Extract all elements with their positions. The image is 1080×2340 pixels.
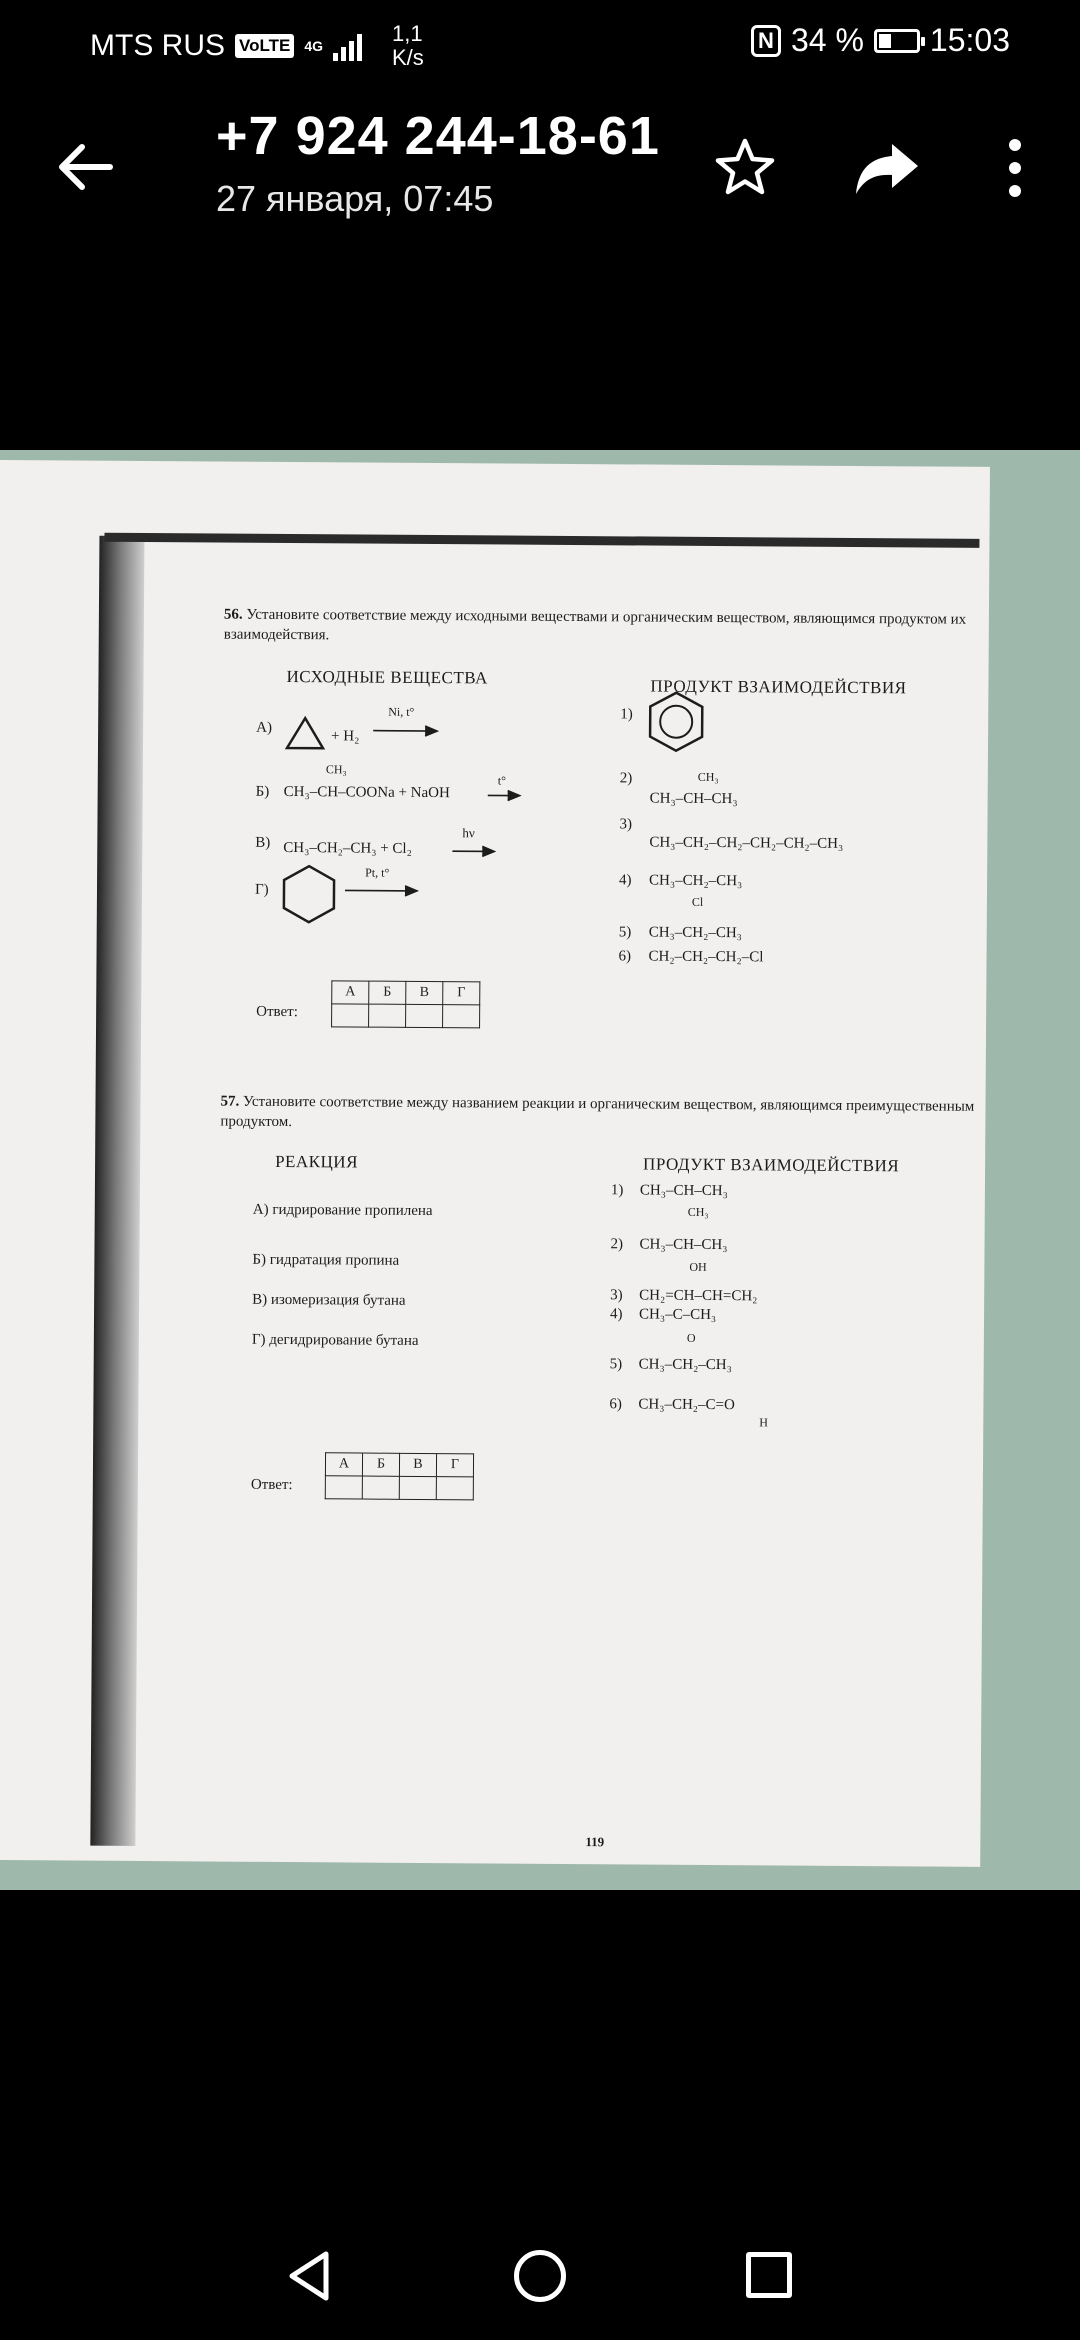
q57-item-d-text: дегидрирование бутана — [269, 1331, 419, 1349]
q57-product-6-label: 6) — [609, 1396, 622, 1413]
q57-product-4-bottom: O — [686, 1330, 696, 1345]
carrier-name: MTS RUS — [90, 29, 225, 62]
answer-cell — [443, 1005, 480, 1028]
paper-sheet — [0, 460, 990, 1867]
q56-item-a-cond: Ni, t° — [388, 704, 415, 719]
more-options-icon[interactable] — [1000, 135, 1030, 201]
navigation-bar — [0, 2220, 1080, 2340]
q56-product-5-label: 5) — [618, 924, 632, 941]
q57-text — [220, 1092, 980, 1137]
answer-col-a: А — [325, 1453, 362, 1476]
q56-item-c-cond: hν — [462, 825, 475, 841]
q56-item-c-label: В) — [255, 834, 271, 851]
answer-cell — [369, 1004, 406, 1027]
q56-product-6-label: 6) — [618, 948, 632, 965]
q57-answer-label: Ответ: — [250, 1476, 293, 1494]
q57-product-6-text: CH₃–CH₂–C=O — [638, 1396, 735, 1414]
q56-item-a-text: + H₂ — [331, 728, 360, 745]
q57-product-3-label: 3) — [610, 1287, 623, 1304]
photo-image[interactable] — [0, 450, 1080, 1890]
q57-product-5-label: 5) — [609, 1356, 623, 1373]
q57-product-1-bottom: CH₃ — [687, 1204, 709, 1219]
status-right — [751, 22, 1010, 59]
q56-right-header: ПРОДУКТ ВЗАИМОДЕЙСТВИЯ — [650, 676, 907, 698]
q56-product-6-text: CH₂–CH₂–CH₂–Cl — [648, 948, 764, 966]
battery-icon — [874, 29, 920, 53]
message-date: 27 января, 07:45 — [216, 178, 494, 219]
q57-item-d-label: Г) — [251, 1331, 266, 1348]
network-type: 4G — [304, 38, 323, 54]
clock: 15:03 — [929, 22, 1010, 58]
network-speed — [392, 22, 424, 70]
q56-answer-label: Ответ: — [256, 1003, 298, 1021]
answer-cell — [399, 1476, 436, 1499]
cyclopropane-icon — [283, 712, 328, 752]
benzene-icon — [646, 690, 706, 754]
answer-col-b: Б — [362, 1453, 399, 1476]
nav-recent-apps-icon[interactable] — [746, 2252, 792, 2298]
answer-cell — [332, 1004, 369, 1027]
nfc-icon: N — [751, 25, 781, 57]
answer-cell — [406, 1004, 443, 1027]
q57-product-4-text: CH₃–C–CH₃ — [638, 1306, 717, 1324]
q56-item-b-top: CH₃ — [325, 762, 347, 777]
q56-answer-table — [331, 980, 480, 1028]
status-left — [90, 22, 424, 70]
q56-product-3-text: CH₃–CH₂–CH₂–CH₂–CH₂–CH₃ — [649, 834, 844, 852]
star-icon[interactable] — [712, 135, 778, 201]
back-arrow-icon[interactable] — [50, 132, 120, 202]
answer-cell — [436, 1477, 473, 1500]
page-number: 119 — [585, 1834, 605, 1850]
q57-product-1-text: CH₃–CH–CH₃ — [639, 1182, 728, 1200]
q56-item-b-cond: t° — [497, 773, 506, 788]
q56-product-4-label: 4) — [619, 872, 632, 889]
q56-product-2-label: 2) — [619, 770, 633, 787]
arrow-icon — [488, 789, 528, 801]
answer-cell — [362, 1476, 399, 1499]
arrow-icon — [452, 845, 502, 857]
q57-product-3-text: CH₂=CH–CH=CH₂ — [639, 1287, 758, 1305]
page-top-border — [104, 533, 979, 548]
q57-item-c-label: В) — [252, 1291, 268, 1308]
q56-item-b-text: CH₃–CH–COONa + NaOH — [283, 783, 450, 802]
q56-item-d-cond: Pt, t° — [365, 865, 390, 880]
q56-item-c-text: CH₃–CH₂–CH₃ + Cl₂ — [283, 839, 412, 857]
nav-home-icon[interactable] — [514, 2250, 566, 2302]
q57-item-a-text: гидрирование пропилена — [272, 1201, 433, 1220]
q56-text — [224, 605, 984, 650]
q57-item-b-text: гидратация пропина — [269, 1251, 400, 1269]
q57-right-header: ПРОДУКТ ВЗАИМОДЕЙСТВИЯ — [643, 1154, 900, 1176]
q57-item-c — [252, 1292, 406, 1310]
status-bar — [0, 0, 1080, 80]
q56-product-2-top: CH₃ — [697, 769, 719, 785]
q57-product-2-bottom: OH — [689, 1259, 707, 1274]
contact-title: +7 924 244-18-61 — [216, 106, 660, 166]
signal-icon — [333, 31, 362, 61]
q56-product-4-bottom: Cl — [691, 894, 704, 909]
q57-left-header: РЕАКЦИЯ — [275, 1151, 359, 1172]
answer-col-a: А — [332, 981, 369, 1004]
speed-unit: K/s — [392, 45, 424, 70]
q57-product-2-label: 2) — [610, 1236, 624, 1253]
page-shadow — [90, 536, 144, 1846]
share-icon[interactable] — [852, 138, 922, 198]
speed-value: 1,1 — [392, 21, 423, 46]
q56-product-4-text: CH₃–CH₂–CH₃ — [649, 872, 743, 890]
answer-col-c: В — [406, 981, 443, 1004]
q57-item-b-label: Б) — [252, 1251, 267, 1268]
q56-question: Установите соответствие между исходными веществами и органическим веществом, являющимся продуктом их взаимодействия. — [223, 606, 967, 644]
battery-percent: 34 % — [790, 22, 864, 58]
q56-number: 56. — [223, 606, 243, 623]
q56-product-5-text: CH₃–CH₂–CH₃ — [648, 924, 742, 942]
answer-col-b: Б — [369, 981, 406, 1004]
q57-item-b — [252, 1252, 399, 1270]
arrow-icon — [373, 725, 443, 737]
q56-product-3-label: 3) — [619, 816, 633, 833]
q57-product-4-label: 4) — [609, 1306, 623, 1323]
answer-col-c: В — [399, 1453, 436, 1476]
answer-cell — [325, 1476, 362, 1499]
q57-item-a — [253, 1202, 433, 1220]
cyclohexane-icon — [279, 862, 339, 928]
nav-back-icon[interactable] — [282, 2248, 338, 2304]
q57-product-1-label: 1) — [610, 1182, 624, 1199]
arrow-icon — [345, 884, 425, 897]
app-bar — [0, 90, 1080, 250]
q57-product-2-text: CH₃–CH–CH₃ — [639, 1236, 728, 1254]
q57-question: Установите соответствие между названием реакции и органическим веществом, являющимся преимущественным продуктом. — [220, 1093, 975, 1131]
q56-item-a-label: А) — [256, 719, 273, 736]
q57-item-d — [252, 1332, 419, 1350]
q57-product-5-text: CH₃–CH₂–CH₃ — [638, 1356, 732, 1374]
q56-left-header: ИСХОДНЫЕ ВЕЩЕСТВА — [286, 667, 488, 688]
answer-col-d: Г — [443, 982, 480, 1005]
q56-product-1-label: 1) — [620, 706, 633, 723]
q56-product-2-text: CH₃–CH–CH₃ — [649, 790, 738, 808]
q57-product-6-bottom: H — [759, 1415, 769, 1430]
q57-item-c-text: изомеризация бутана — [270, 1291, 406, 1309]
volte-icon: VoLTE — [235, 34, 294, 58]
q57-number: 57. — [220, 1093, 240, 1110]
q57-item-a-label: А) — [252, 1201, 269, 1218]
q56-item-d-label: Г) — [254, 881, 269, 898]
q57-answer-table — [325, 1452, 474, 1500]
q56-item-b-label: Б) — [255, 783, 270, 800]
answer-col-d: Г — [436, 1454, 473, 1477]
